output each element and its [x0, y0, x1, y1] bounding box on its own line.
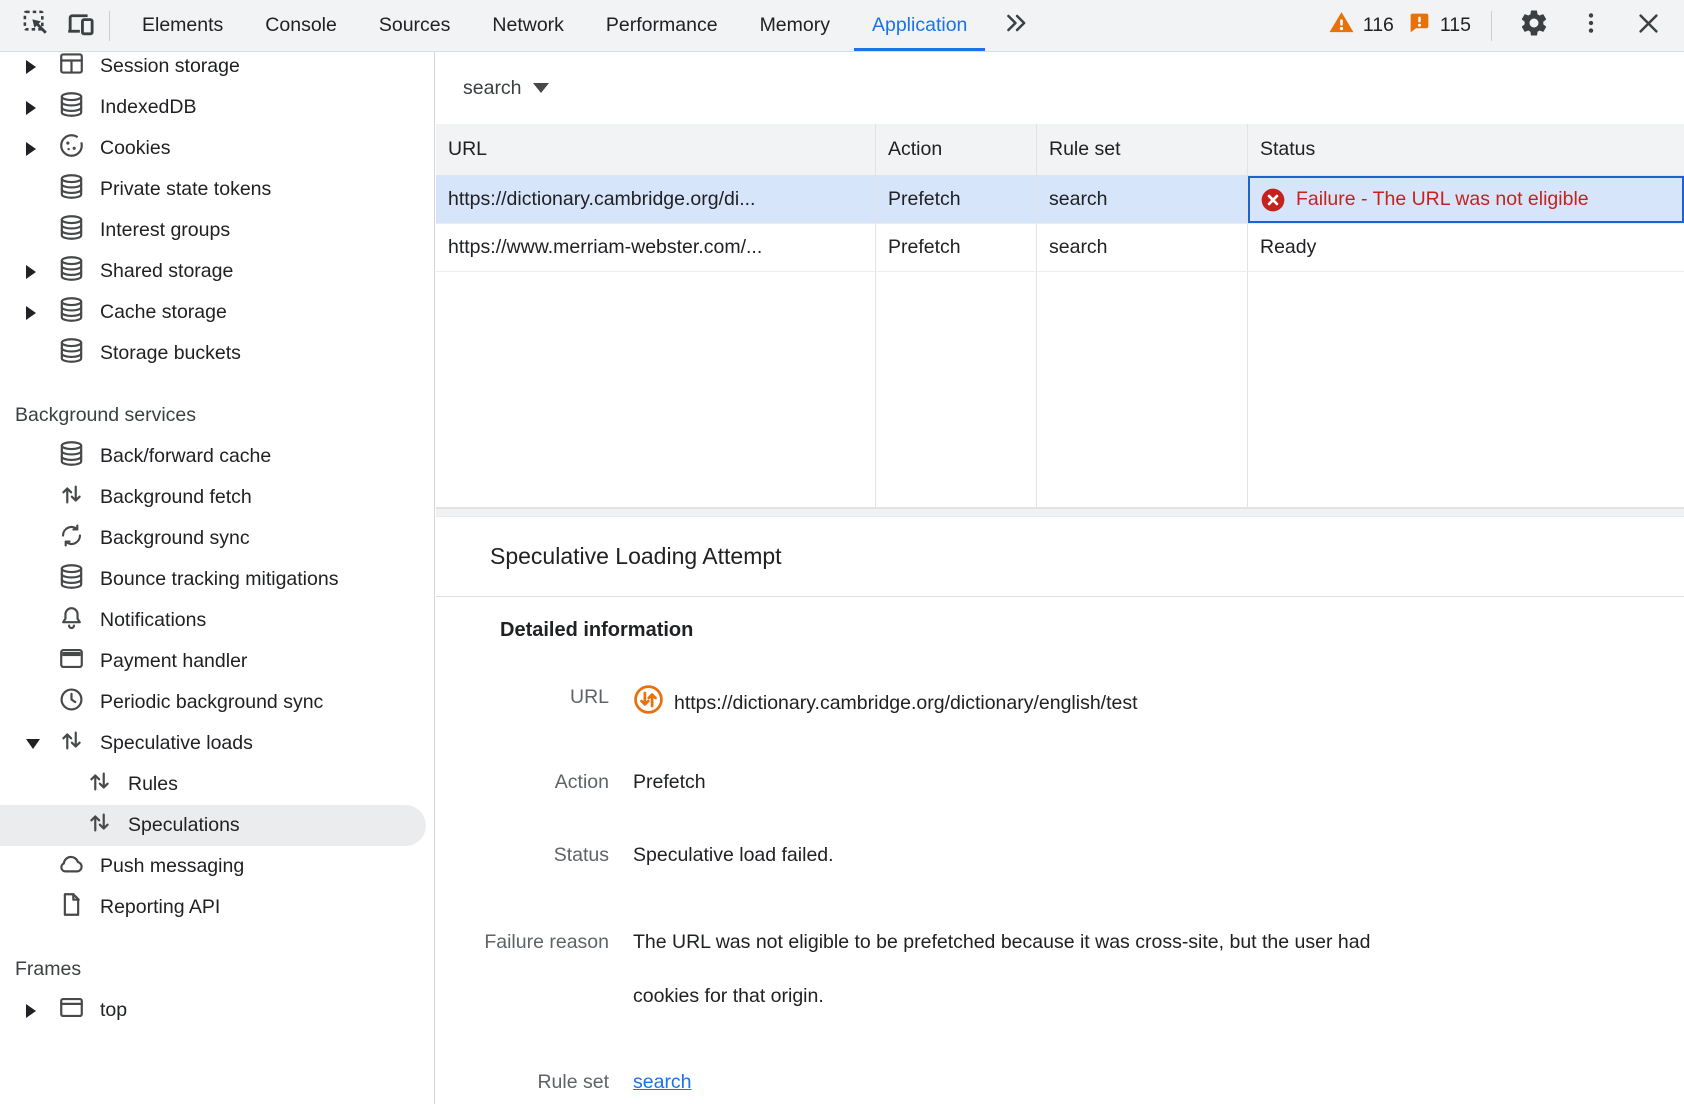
action-cell: Prefetch	[876, 224, 1037, 272]
detail-value-text: Speculative load failed.	[633, 844, 834, 866]
status-cell[interactable]	[1248, 176, 1684, 224]
sidebar-item-background-sync[interactable]	[0, 518, 434, 559]
column-header-rule-set[interactable]: Rule set	[1037, 124, 1248, 176]
tabbar-right-cluster	[1328, 4, 1674, 48]
sidebar-item-background-fetch[interactable]	[0, 477, 434, 518]
details-pane-title: Speculative Loading Attempt	[490, 543, 782, 569]
sync-icon	[57, 521, 86, 556]
detail-label-url: URL	[569, 686, 609, 708]
detail-label-rule-set: Rule set	[537, 1071, 609, 1093]
updown-icon	[57, 726, 86, 761]
warnings-indicator[interactable]	[1328, 9, 1394, 42]
expand-collapsed-icon[interactable]	[26, 1004, 36, 1018]
sidebar-tree	[0, 52, 434, 1031]
cookie-icon	[57, 131, 86, 166]
sidebar-item-indexeddb[interactable]	[0, 87, 434, 128]
document-icon	[57, 890, 86, 925]
detail-value-status	[633, 842, 1684, 869]
sidebar-item-back-forward-cache[interactable]	[0, 436, 434, 477]
sidebar-item-label: Session storage	[100, 55, 240, 77]
sidebar-item-cookies[interactable]	[0, 128, 434, 169]
detail-value-url	[633, 684, 1684, 723]
filler-cell	[876, 272, 1037, 507]
sidebar-item-interest-groups[interactable]	[0, 210, 434, 251]
rule-set-cell: search	[1037, 224, 1248, 272]
tab-performance[interactable]: Performance	[605, 14, 718, 36]
sidebar-item-label: Back/forward cache	[100, 445, 272, 467]
column-header-action[interactable]: Action	[876, 124, 1037, 176]
kebab-menu-button[interactable]	[1569, 4, 1613, 48]
table-icon	[57, 52, 86, 84]
sidebar-item-label: Background sync	[100, 527, 250, 549]
warning-icon	[1328, 9, 1355, 42]
sidebar-item-label: Reporting API	[100, 896, 221, 918]
main-panel	[436, 52, 1684, 1104]
filler-cell	[1248, 272, 1684, 507]
sidebar-item-speculations[interactable]	[0, 805, 426, 846]
sidebar-item-label: Speculations	[128, 814, 240, 836]
panel-tabs	[121, 0, 988, 51]
sidebar-item-label: Shared storage	[100, 260, 234, 282]
detail-label-action: Action	[554, 771, 609, 793]
action-cell: Prefetch	[876, 176, 1037, 224]
rule-set-cell: search	[1037, 176, 1248, 224]
warning-count: 116	[1362, 14, 1394, 36]
payment-icon	[57, 644, 86, 679]
gear-icon	[1519, 8, 1549, 43]
sidebar-item-label: Push messaging	[100, 855, 245, 877]
filler-cell	[1037, 272, 1248, 507]
application-sidebar	[0, 52, 435, 1104]
expand-collapsed-icon[interactable]	[26, 265, 36, 279]
detailed-information-heading: Detailed information	[500, 619, 694, 641]
speculative-load-icon	[633, 684, 664, 723]
sidebar-item-label: Private state tokens	[100, 178, 272, 200]
expand-collapsed-icon[interactable]	[26, 142, 36, 156]
sidebar-item-label: Cookies	[100, 137, 171, 159]
sidebar-section-frames: Frames	[15, 958, 82, 980]
toolbar-divider	[1491, 11, 1492, 41]
sidebar-item-label: Interest groups	[100, 219, 231, 241]
sidebar-item-label: Bounce tracking mitigations	[100, 568, 339, 590]
sidebar-item-storage-buckets[interactable]	[0, 333, 434, 374]
clock-icon	[57, 685, 86, 720]
failure-icon	[1260, 187, 1286, 213]
sidebar-item-label: Background fetch	[100, 486, 252, 508]
close-button[interactable]	[1626, 4, 1670, 48]
sidebar-item-label: top	[100, 999, 128, 1021]
expand-collapsed-icon[interactable]	[26, 306, 36, 320]
pane-splitter[interactable]	[436, 508, 1684, 517]
tab-application[interactable]: Application	[851, 0, 988, 51]
tab-network[interactable]: Network	[492, 14, 564, 36]
detail-value-text: The URL was not eligible to be prefetched because it was cross-site, but the user had cookies for that origin.	[633, 931, 1371, 1007]
sidebar-item-notifications[interactable]	[0, 600, 434, 641]
filter-label: search	[463, 76, 522, 99]
sidebar-item-cache-storage[interactable]	[0, 292, 434, 333]
sidebar-item-label: Cache storage	[100, 301, 227, 323]
sidebar-item-label: Storage buckets	[100, 342, 241, 364]
rule-set-link[interactable]: search	[633, 1071, 692, 1093]
expand-collapsed-icon[interactable]	[26, 101, 36, 115]
device-toolbar-button[interactable]	[58, 4, 102, 48]
sidebar-item-rules[interactable]	[0, 764, 434, 805]
inspect-cursor-icon	[21, 8, 52, 44]
chevron-double-right-icon	[1003, 10, 1029, 41]
devtools-tabbar	[0, 0, 1684, 52]
sidebar-item-push-messaging[interactable]	[0, 846, 434, 887]
sidebar-item-shared-storage[interactable]	[0, 251, 434, 292]
sidebar-item-top[interactable]	[0, 990, 434, 1031]
sidebar-item-payment-handler[interactable]	[0, 641, 434, 682]
detail-label-status: Status	[553, 844, 609, 866]
database-icon	[57, 90, 86, 125]
bell-icon	[57, 603, 86, 638]
database-icon	[57, 439, 86, 474]
more-tabs-button[interactable]	[996, 4, 1036, 48]
device-toolbar-icon	[65, 8, 96, 44]
tab-sources[interactable]: Sources	[378, 14, 451, 36]
column-header-status[interactable]: Status	[1248, 124, 1684, 176]
expand-collapsed-icon[interactable]	[26, 60, 36, 74]
database-icon	[57, 254, 86, 289]
database-icon	[57, 172, 86, 207]
sidebar-item-bounce-tracking-mitigations[interactable]	[0, 559, 434, 600]
issue-count: 115	[1439, 14, 1471, 36]
database-icon	[57, 295, 86, 330]
expand-expanded-icon[interactable]	[26, 739, 40, 749]
sidebar-item-private-state-tokens[interactable]	[0, 169, 434, 210]
database-icon	[57, 562, 86, 597]
details-pane	[436, 597, 1684, 1096]
settings-button[interactable]	[1512, 4, 1556, 48]
database-icon	[57, 336, 86, 371]
url-cell: https://dictionary.cambridge.org/di...	[436, 176, 876, 224]
sidebar-item-speculative-loads[interactable]	[0, 723, 434, 764]
updown-icon	[85, 767, 114, 802]
status-cell[interactable]	[1248, 224, 1684, 272]
details-pane-title-bar	[436, 517, 1684, 597]
sidebar-item-label: Periodic background sync	[100, 691, 324, 713]
inspect-element-button[interactable]	[14, 4, 58, 48]
column-header-url[interactable]: URL	[436, 124, 876, 176]
sidebar-item-reporting-api[interactable]	[0, 887, 434, 928]
tab-console[interactable]: Console	[265, 14, 337, 36]
frame-icon	[57, 993, 86, 1028]
detail-rows	[436, 684, 1684, 1096]
status-text: Ready	[1260, 236, 1317, 258]
url-cell: https://www.merriam-webster.com/...	[436, 224, 876, 272]
toolbar-divider	[109, 11, 110, 41]
status-text: Failure - The URL was not eligible	[1296, 188, 1589, 210]
sidebar-item-label: Payment handler	[100, 650, 248, 672]
sidebar-item-periodic-background-sync[interactable]	[0, 682, 434, 723]
detail-value-text: Prefetch	[633, 771, 706, 793]
sidebar-section-background-services: Background services	[15, 404, 197, 426]
sidebar-item-label: Rules	[128, 773, 178, 795]
tab-memory[interactable]: Memory	[759, 14, 830, 36]
detail-value-rule-set[interactable]	[633, 1069, 1684, 1096]
tab-elements[interactable]: Elements	[142, 14, 224, 36]
cloud-icon	[57, 849, 86, 884]
filler-cell	[436, 272, 876, 507]
issues-icon	[1407, 10, 1432, 41]
detail-value-failure-reason	[633, 915, 1433, 1023]
updown-icon	[57, 480, 86, 515]
sidebar-item-label: IndexedDB	[100, 96, 197, 118]
kebab-menu-icon	[1578, 10, 1604, 41]
sidebar-item-session-storage[interactable]	[0, 52, 434, 87]
sidebar-item-label: Speculative loads	[100, 732, 253, 754]
ruleset-filter-dropdown[interactable]	[463, 77, 549, 100]
detail-value-action	[633, 769, 1684, 796]
detail-value-text: https://dictionary.cambridge.org/dictionary/english/test	[674, 692, 1138, 714]
close-icon	[1635, 10, 1662, 42]
sidebar-item-label: Notifications	[100, 609, 207, 631]
speculations-table	[436, 124, 1684, 508]
updown-icon	[85, 808, 114, 843]
detail-label-failure-reason: Failure reason	[484, 931, 609, 953]
database-icon	[57, 213, 86, 248]
dropdown-caret-icon	[533, 83, 549, 93]
issues-indicator[interactable]	[1407, 10, 1471, 41]
speculations-toolbar	[436, 52, 1684, 124]
